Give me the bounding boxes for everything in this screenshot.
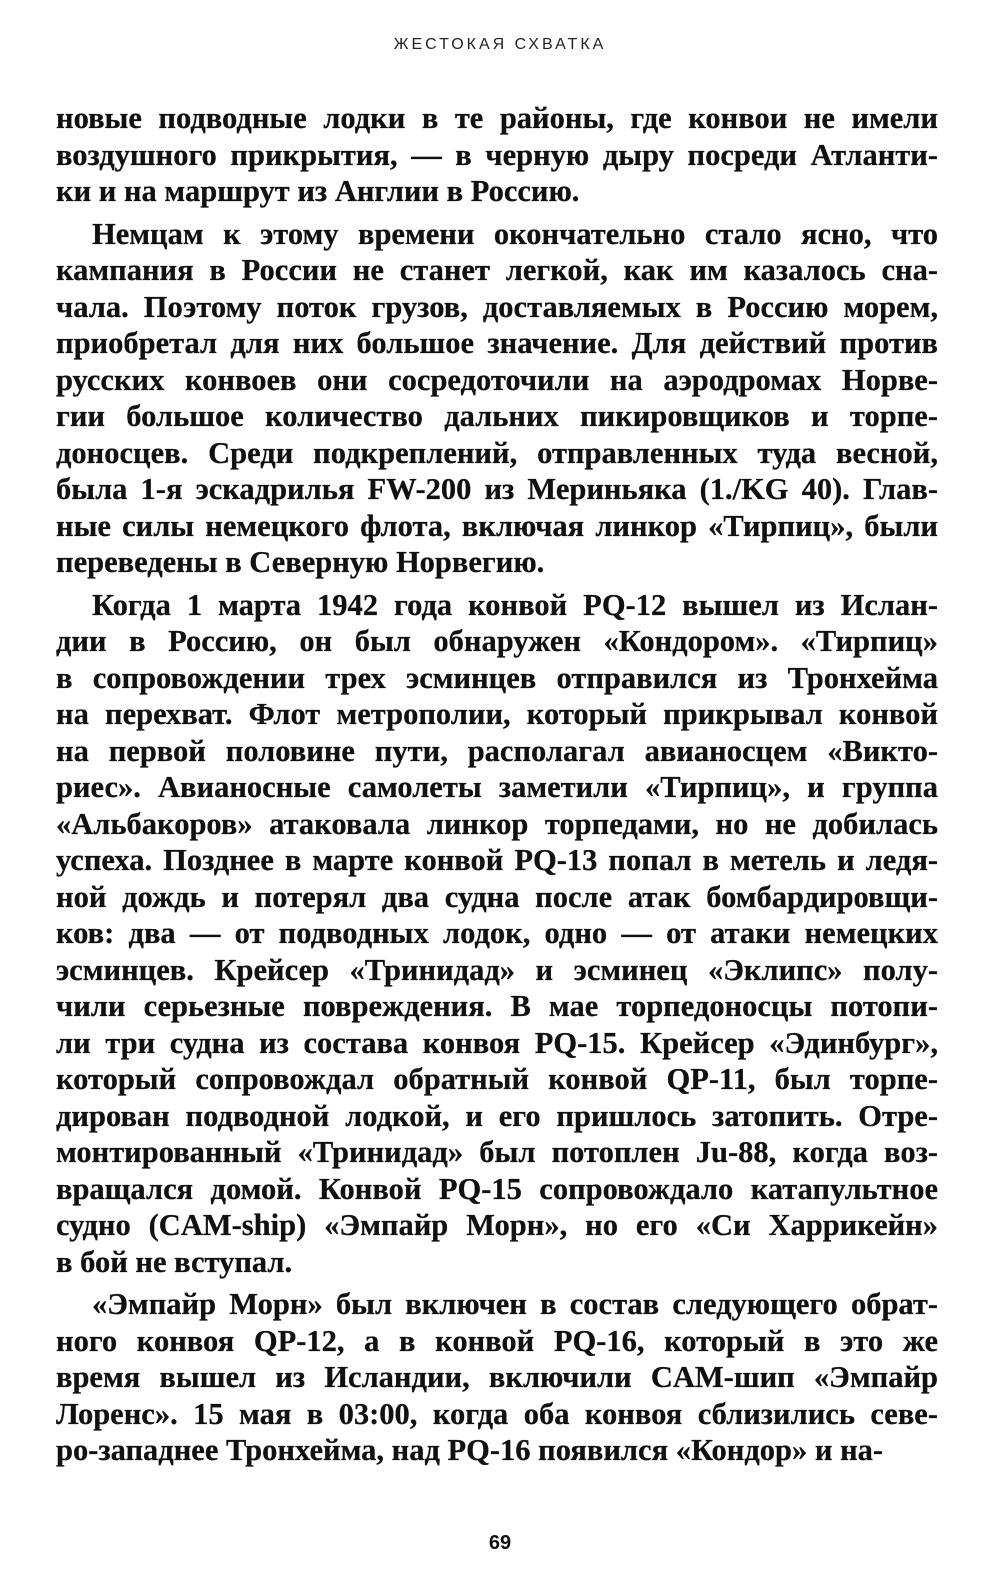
paragraph xyxy=(56,216,938,581)
text-line: ков: два — от подводных лодок, одно — от атаки немецких xyxy=(56,916,938,950)
text-line: риес». Авианосные самолеты заметили «Тирпиц», и группа xyxy=(56,770,938,804)
paragraph xyxy=(56,587,938,1281)
text-line: «Эмпайр Морн» был включен в состав следующего обрат- xyxy=(92,1287,938,1321)
text-line: чала. Поэтому поток грузов, доставляемых в Россию морем, xyxy=(56,289,938,324)
text-line: «Альбакоров» атаковала линкор торпедами, но не добилась xyxy=(56,806,938,841)
text-line: Лоренс». 15 мая в 03:00, когда оба конвоя сблизились севе- xyxy=(56,1396,938,1431)
text-line: дирован подводной лодкой, и его пришлось затопить. Отре- xyxy=(56,1098,938,1133)
text-line: судно (CAM-ship) «Эмпайр Морн», но его «Си Харрикейн» xyxy=(56,1208,938,1242)
text-line: доносцев. Среди подкреплений, отправленных туда весной, xyxy=(56,435,938,470)
text-line: в бой не вступал. xyxy=(56,1244,293,1279)
text-line: переведены в Северную Норвегию. xyxy=(56,545,545,579)
text-line: в сопровождении трех эсминцев отправился из Тронхейма xyxy=(56,660,938,695)
text-line: Когда 1 марта 1942 года конвой PQ-12 вышел из Ислан- xyxy=(92,587,938,622)
text-line: время вышел из Исландии, включили CAM-шип «Эмпайр xyxy=(56,1360,938,1394)
text-line: русских конвоев они сосредоточили на аэродромах Норве- xyxy=(56,362,938,397)
text-line: гии большое количество дальних пикировщиков и торпе- xyxy=(56,399,938,433)
text-line: ки и на маршрут из Англии в Россию. xyxy=(56,174,580,208)
body-text xyxy=(56,100,938,1469)
text-line: дии в Россию, он был обнаружен «Кондором». «Тирпиц» xyxy=(56,624,938,658)
text-line: на первой половине пути, располагал авианосцем «Викто- xyxy=(56,733,938,768)
text-line: успеха. Позднее в марте конвой PQ-13 попал в метель и ледя- xyxy=(56,843,938,877)
text-line: монтированный «Тринидад» был потоплен Ju-88, когда воз- xyxy=(56,1135,938,1169)
text-line: была 1-я эскадрилья FW-200 из Мериньяка (1./KG 40). Глав- xyxy=(56,472,938,506)
text-line: ные силы немецкого флота, включая линкор «Тирпиц», были xyxy=(56,508,938,543)
text-line: ро-западнее Тронхейма, над PQ-16 появился «Кондор» и на- xyxy=(56,1433,884,1467)
text-line: который сопровождал обратный конвой QP-11, был торпе- xyxy=(56,1062,938,1096)
text-line: приобретал для них большое значение. Для действий против xyxy=(56,326,938,360)
text-line: вращался домой. Конвой PQ-15 сопровождало катапультное xyxy=(56,1171,938,1206)
text-line: на перехват. Флот метрополии, который прикрывал конвой xyxy=(56,697,938,731)
text-line: новые подводные лодки в те районы, где конвои не имели xyxy=(56,101,938,135)
paragraph xyxy=(56,100,938,210)
text-line: ного конвоя QP-12, а в конвой PQ-16, который в это же xyxy=(56,1323,938,1358)
text-line: эсминцев. Крейсер «Тринидад» и эсминец «Эклипс» полу- xyxy=(56,952,938,987)
text-line: чили серьезные повреждения. В мае торпедоносцы потопи- xyxy=(56,989,938,1023)
text-line: ной дождь и потерял два судна после атак бомбардировщи- xyxy=(56,879,938,914)
text-line: кампания в России не станет легкой, как им казалось сна- xyxy=(56,253,938,287)
paragraph xyxy=(56,1286,938,1469)
running-head: ЖЕСТОКАЯ СХВАТКА xyxy=(393,36,607,53)
text-line: воздушного прикрытия, — в черную дыру посреди Атланти- xyxy=(56,137,938,172)
page-number: 69 xyxy=(488,1532,512,1554)
text-line: ли три судна из состава конвоя PQ-15. Крейсер «Эдинбург», xyxy=(56,1025,938,1060)
text-line: Немцам к этому времени окончательно стало ясно, что xyxy=(92,216,938,251)
